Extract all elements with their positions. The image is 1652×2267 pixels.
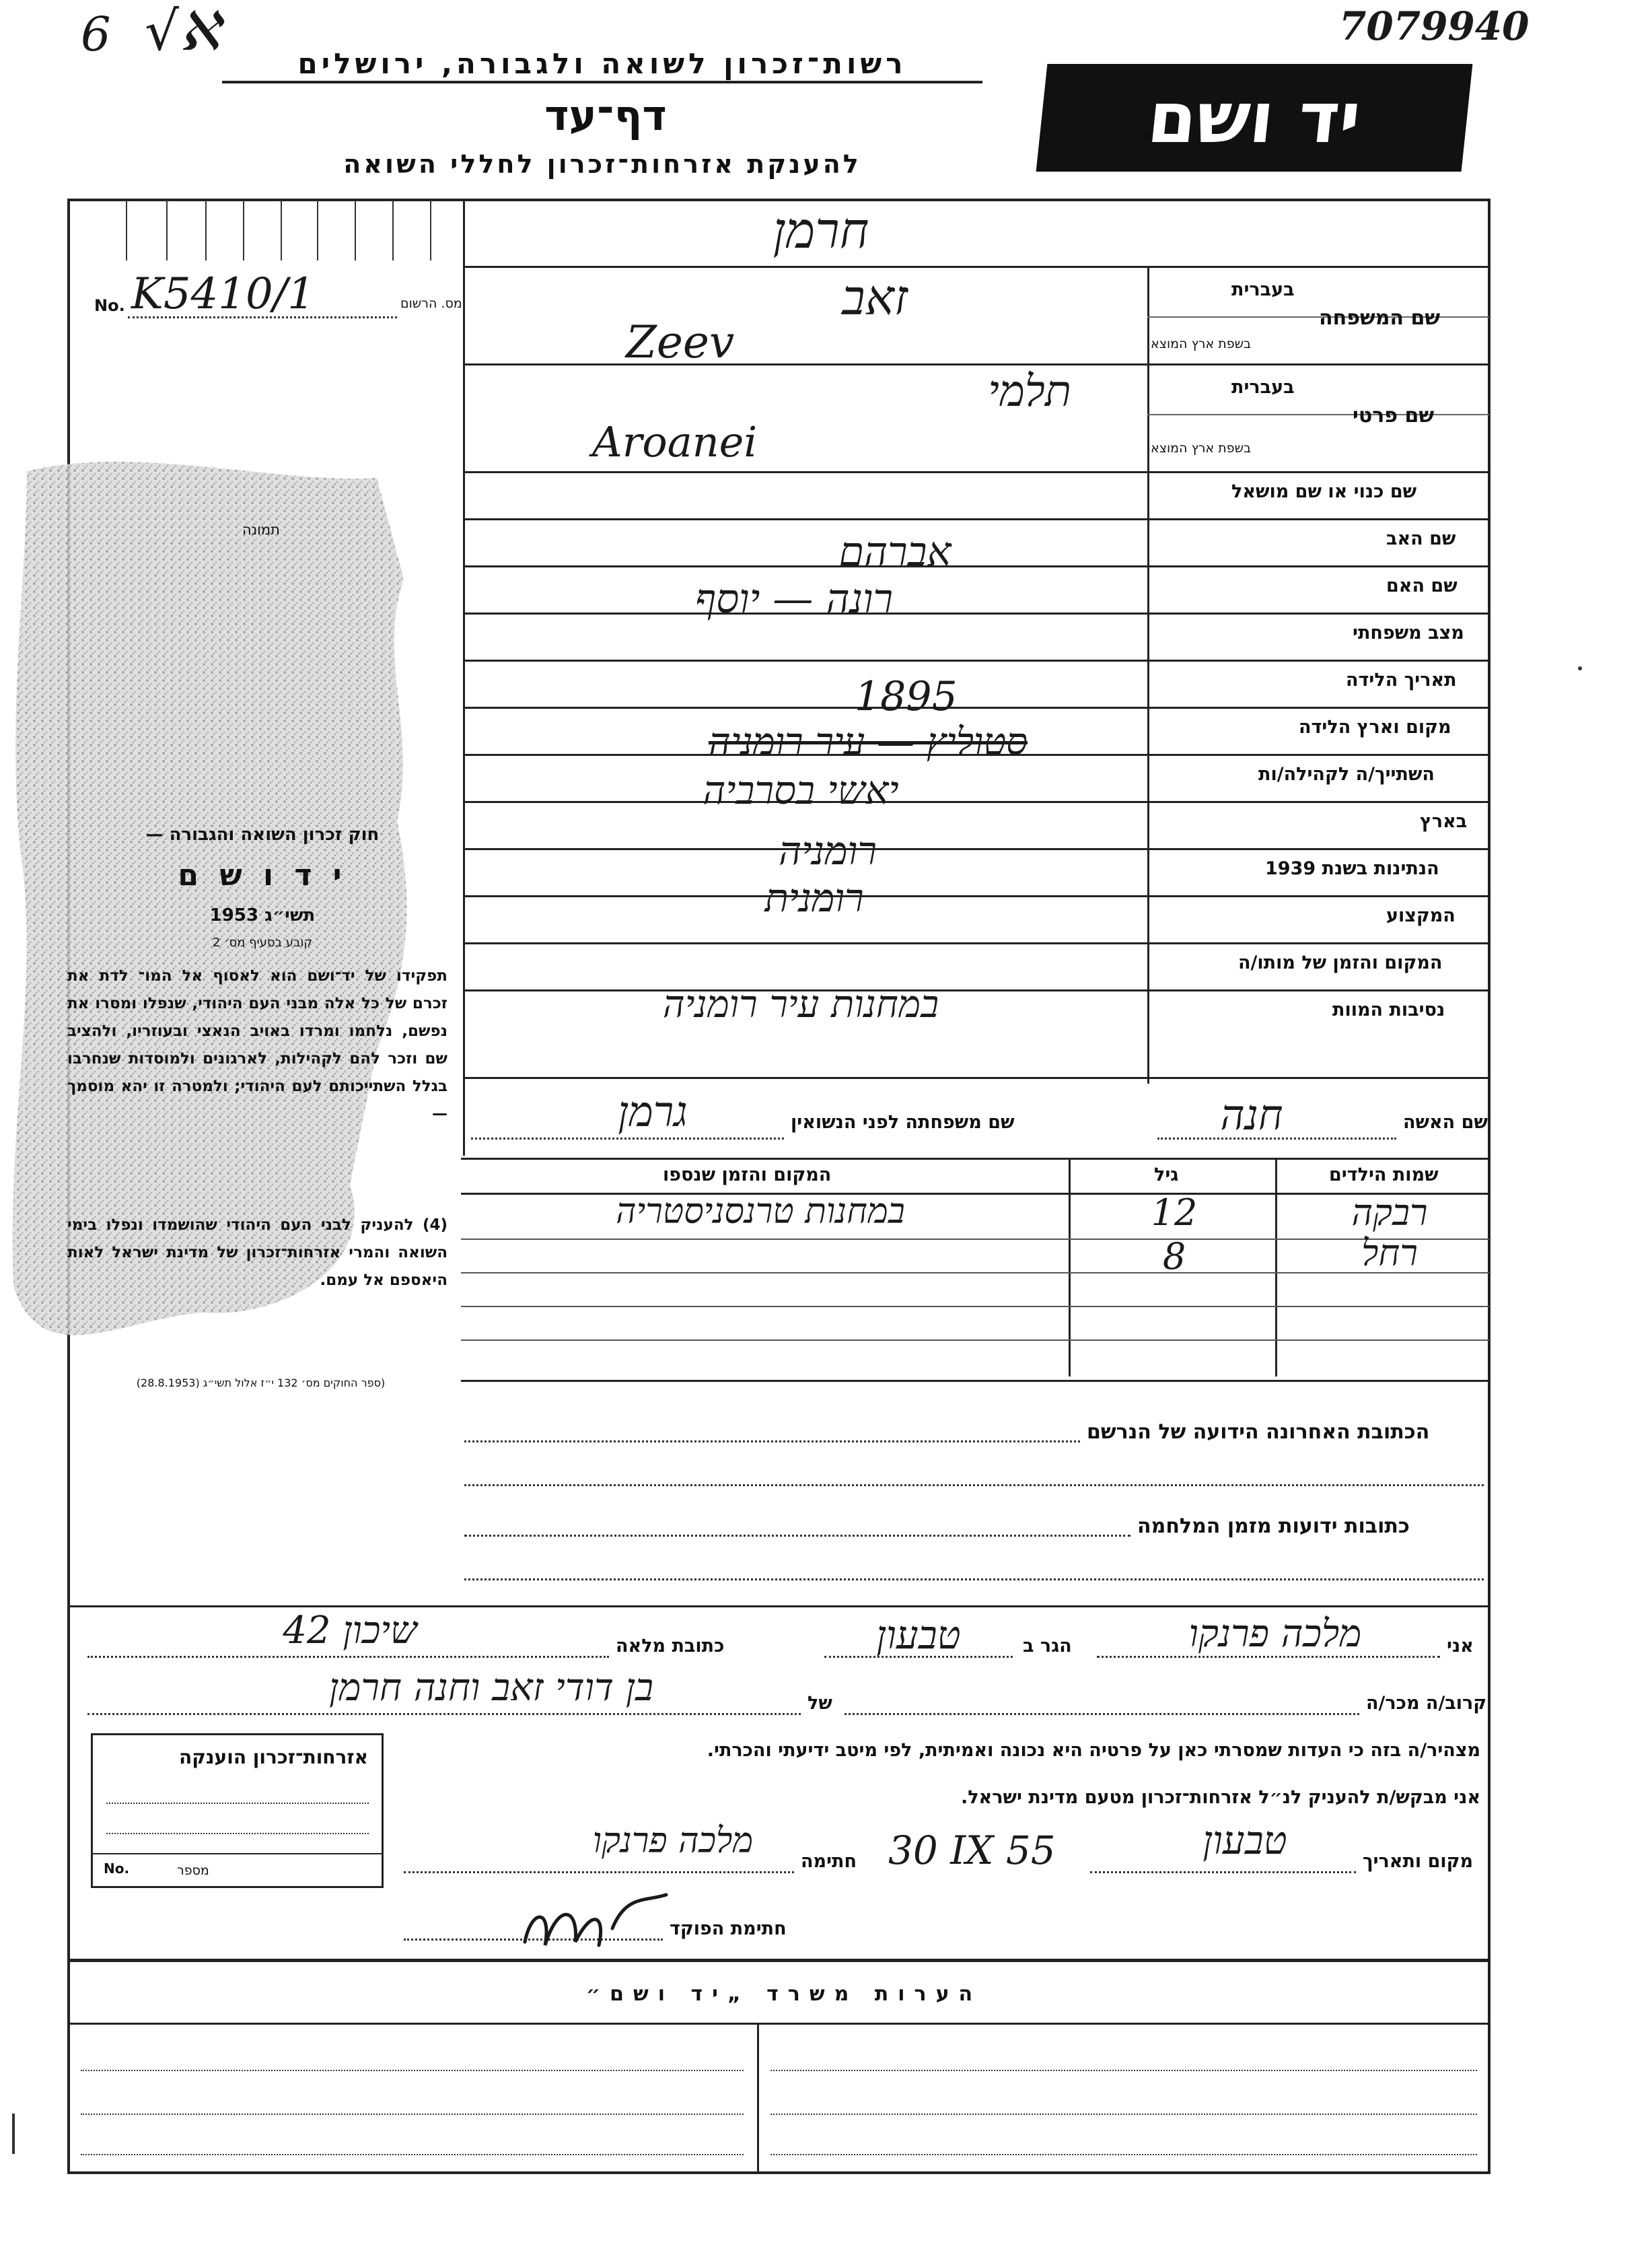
scan-mark [12,2114,15,2154]
remarks-title: הערות משרד „יד ושם״ [585,1982,982,2006]
father-label: שם האב [1386,528,1456,549]
maiden-value: גרמן [618,1087,688,1136]
circumstances-label: נסיבות המוות [1332,1000,1445,1020]
rule-after-children [461,1380,1491,1382]
first-name-hebrew: זאב [842,269,908,326]
rule-first [463,363,1489,365]
rule-birthdate [463,660,1489,662]
wife-label: שם האשה [1403,1112,1488,1133]
law-text-clause4: (4) להעניק לבני העם היהודי שהושמדו ונפלו בימי השואה והמרי אזרחות־זכרון של מדינת ישראל לאות היאספם אל עמם. [67,1216,447,1289]
first-name-label: שם פרטי [1353,404,1435,427]
col-place: המקום והזמן שנספו [663,1164,832,1185]
wartime-address-line [464,1535,1130,1537]
remarks-line-left [81,2114,744,2115]
label-column-divider [1147,266,1149,1084]
profession-label: המקצוע [1386,905,1456,926]
child-name-1: רבקה [1351,1191,1428,1234]
law-title: חוק זכרון השואה והגבורה — [145,825,380,845]
last-address-line [464,1440,1080,1442]
form-title: דף־עד [544,91,667,140]
declarant-city: טבעון [876,1612,961,1658]
date-value: 30 IX 55 [888,1827,1056,1873]
document-number: 7079940 [1339,3,1530,49]
family-name-label: שם המשפחה [1319,306,1441,330]
country-label: בארץ [1420,811,1468,832]
child-name-2: רחל [1361,1232,1418,1274]
logo-text: יד ושם [1144,77,1365,159]
children-table [461,1158,1491,1380]
request-text: אני מבקש/ת להעניק לנ״ל אזרחות־זכרון מטעם מדינת ישראל. [960,1787,1480,1808]
children-col-divider-2 [1275,1158,1277,1376]
birth-place-value: סטוליץ — עיר רומניה [708,720,1028,764]
rule-citizenship [463,848,1489,850]
children-col-divider-1 [1069,1158,1071,1376]
father-value: אברהם [838,528,951,576]
registration-number: K5410/1 [131,269,315,319]
maiden-label: שם משפחתה לפני הנשואין [791,1112,1015,1133]
award-stamp-box [91,1733,384,1888]
signature-value: מלכה פרנקו [592,1821,754,1861]
remarks-line-right [770,2114,1477,2115]
relative-line [845,1713,1359,1715]
birth-date-value: 1895 [855,673,958,720]
child-row-rule [461,1339,1489,1341]
law-clause: קובע בסעיף מס׳ 2 [212,936,313,950]
origin-label-2: בשפת ארץ המוצא [1151,441,1252,456]
declarant-name: מלכה פרנקו [1188,1612,1362,1656]
rule-father [463,518,1489,520]
rule-birthplace [463,707,1489,709]
of-label: של [807,1693,832,1714]
hebrew-label-2: בעברית [1231,377,1295,398]
law-name: י ד ו ש ם [178,858,347,893]
place-date-line [1090,1871,1356,1873]
law-year: תשי״ג 1953 [209,905,316,926]
hebrew-label-1: בעברית [1231,279,1295,300]
stamp-no-label: No. [104,1860,130,1877]
wife-value: חנה [1220,1090,1283,1140]
full-address-label: כתובת מלאה [616,1636,725,1656]
officer-signature [511,1881,673,1962]
remarks-line-right [770,2154,1477,2155]
rule-before-remarks [67,1959,1491,1962]
child-row-rule [461,1306,1489,1307]
rule-before-declarant [67,1605,1491,1607]
nickname-label: שם כנוי או שם מושאל [1231,481,1417,502]
rule-nick [463,471,1489,473]
rule-profession [463,895,1489,897]
form-subtitle: להענקת אזרחות־זכרון לחללי השואה [343,149,861,179]
remarks-divider [757,2023,759,2174]
page-mark-scribble: √ℵ [145,0,219,63]
death-label: המקום והזמן של מותו/ה [1238,952,1443,973]
stamp-number-label: מספר [177,1863,209,1878]
stamp-title: אזרחות־זכרון הוענקה [179,1746,368,1768]
children-top-rule [461,1158,1489,1160]
family-name-hebrew: חרמן [773,202,869,260]
child-place-1: במחנות טרנסניסטריה [616,1191,905,1232]
remarks-line-left [81,2154,744,2155]
full-address-line [87,1656,609,1658]
i-label: אני [1447,1636,1474,1656]
nickname-hebrew: תלמי [988,367,1071,417]
relative-label: קרוב/ה מכר/ה [1366,1693,1487,1714]
child-age-2: 8 [1162,1235,1186,1278]
rule-remarks-header [67,2023,1491,2025]
col-names: שמות הילדים [1329,1164,1439,1185]
community-value: יאשי בסרביה [703,767,899,813]
resides-label: הגר ב [1023,1636,1072,1656]
relation-value: בן דודי זאב וחנה חרמן [328,1666,654,1710]
relation-line [87,1713,801,1715]
wartime-address-label: כתובות ידועות מזמן המלחמה [1137,1514,1410,1538]
marital-label: מצב משפחתי [1353,623,1464,643]
birth-place-label: מקום וארץ הלידה [1299,717,1451,738]
left-grid-strip [67,200,464,260]
remarks-line-right [770,2070,1477,2071]
declarant-name-line [1097,1656,1440,1658]
death-value: במחנות עיר רומניה [662,983,939,1026]
scan-dot [1578,666,1582,670]
citizenship-label: הנתינות בשנת 1939 [1265,858,1439,879]
citizenship-value: רומנית [764,875,864,921]
wartime-address-line-2 [464,1578,1484,1580]
signature-label: חתימה [801,1851,857,1872]
law-footer: (ספר החוקים מס׳ 132 י״ז אלול תשי״ג (28.8.1953) [136,1376,386,1389]
signature-line [404,1871,794,1873]
stamp-line-1 [106,1803,369,1804]
stamp-inner-rule [93,1853,382,1854]
country-value: רומניה [779,828,877,874]
place-value: טבעון [1202,1817,1287,1863]
law-text: תפקידו של יד־ושם הוא לאסוף אל המו־ לדת את זכרם של כל אלה מבני העם היהודי, שנפלו ומסרו את נפשם, נלחמו ומרדו באויב הנאצי ובעוזריו, ולהציב שם וזכר להם לקהילות, לארגונים ולמוסדות שנחרבו בגלל השתייכותם לעם היהודי; ולמטרה זו יהא מוסמך — [67,967,447,1123]
reg-label: מס. הרשום [400,296,462,311]
authority-underline [222,81,982,83]
full-address-value: שיכון 42 [283,1609,417,1652]
page-mark: 6 [81,7,111,62]
origin-label-1: בשפת ארץ המוצא [1151,337,1252,351]
rule-family [463,266,1489,268]
declaration-text: מצהיר/ה בזה כי העדות שמסרתי כאן על פרטיה היא נכונה ואמיתית, לפי מיטב ידיעתי והכרתי. [707,1740,1480,1761]
photo-label: תמונה [242,522,280,538]
last-address-label: הכתובת האחרונה הידועה של הנרשם [1087,1420,1430,1444]
nickname-origin: Aroanei [592,417,758,466]
last-address-line-2 [464,1484,1484,1486]
reg-dotted-line [128,316,397,318]
mother-value: רונה — יוסף [695,576,893,623]
maiden-dotted-line [471,1138,784,1140]
rule-spouse [463,1077,1489,1079]
rule-first-sub [1147,414,1489,415]
remarks-line-left [81,2070,744,2071]
officer-label: חתימת הפוקד [670,1918,787,1939]
child-age-1: 12 [1151,1191,1198,1234]
community-label: השתייך/ה לקהילה/ות [1258,764,1435,785]
first-name-origin: Zeev [626,316,735,368]
place-date-label: מקום ותאריך [1363,1851,1474,1872]
authority-line: רשות־זכרון לשואה ולגבורה, ירושלים [297,47,907,80]
rule-death [463,942,1489,944]
yad-vashem-logo [1036,64,1473,172]
mother-label: שם האם [1386,576,1458,596]
no-label: No. [94,296,125,315]
col-age: גיל [1154,1164,1179,1185]
stamp-line-2 [106,1833,369,1834]
birth-date-label: תאריך הלידה [1346,670,1457,691]
